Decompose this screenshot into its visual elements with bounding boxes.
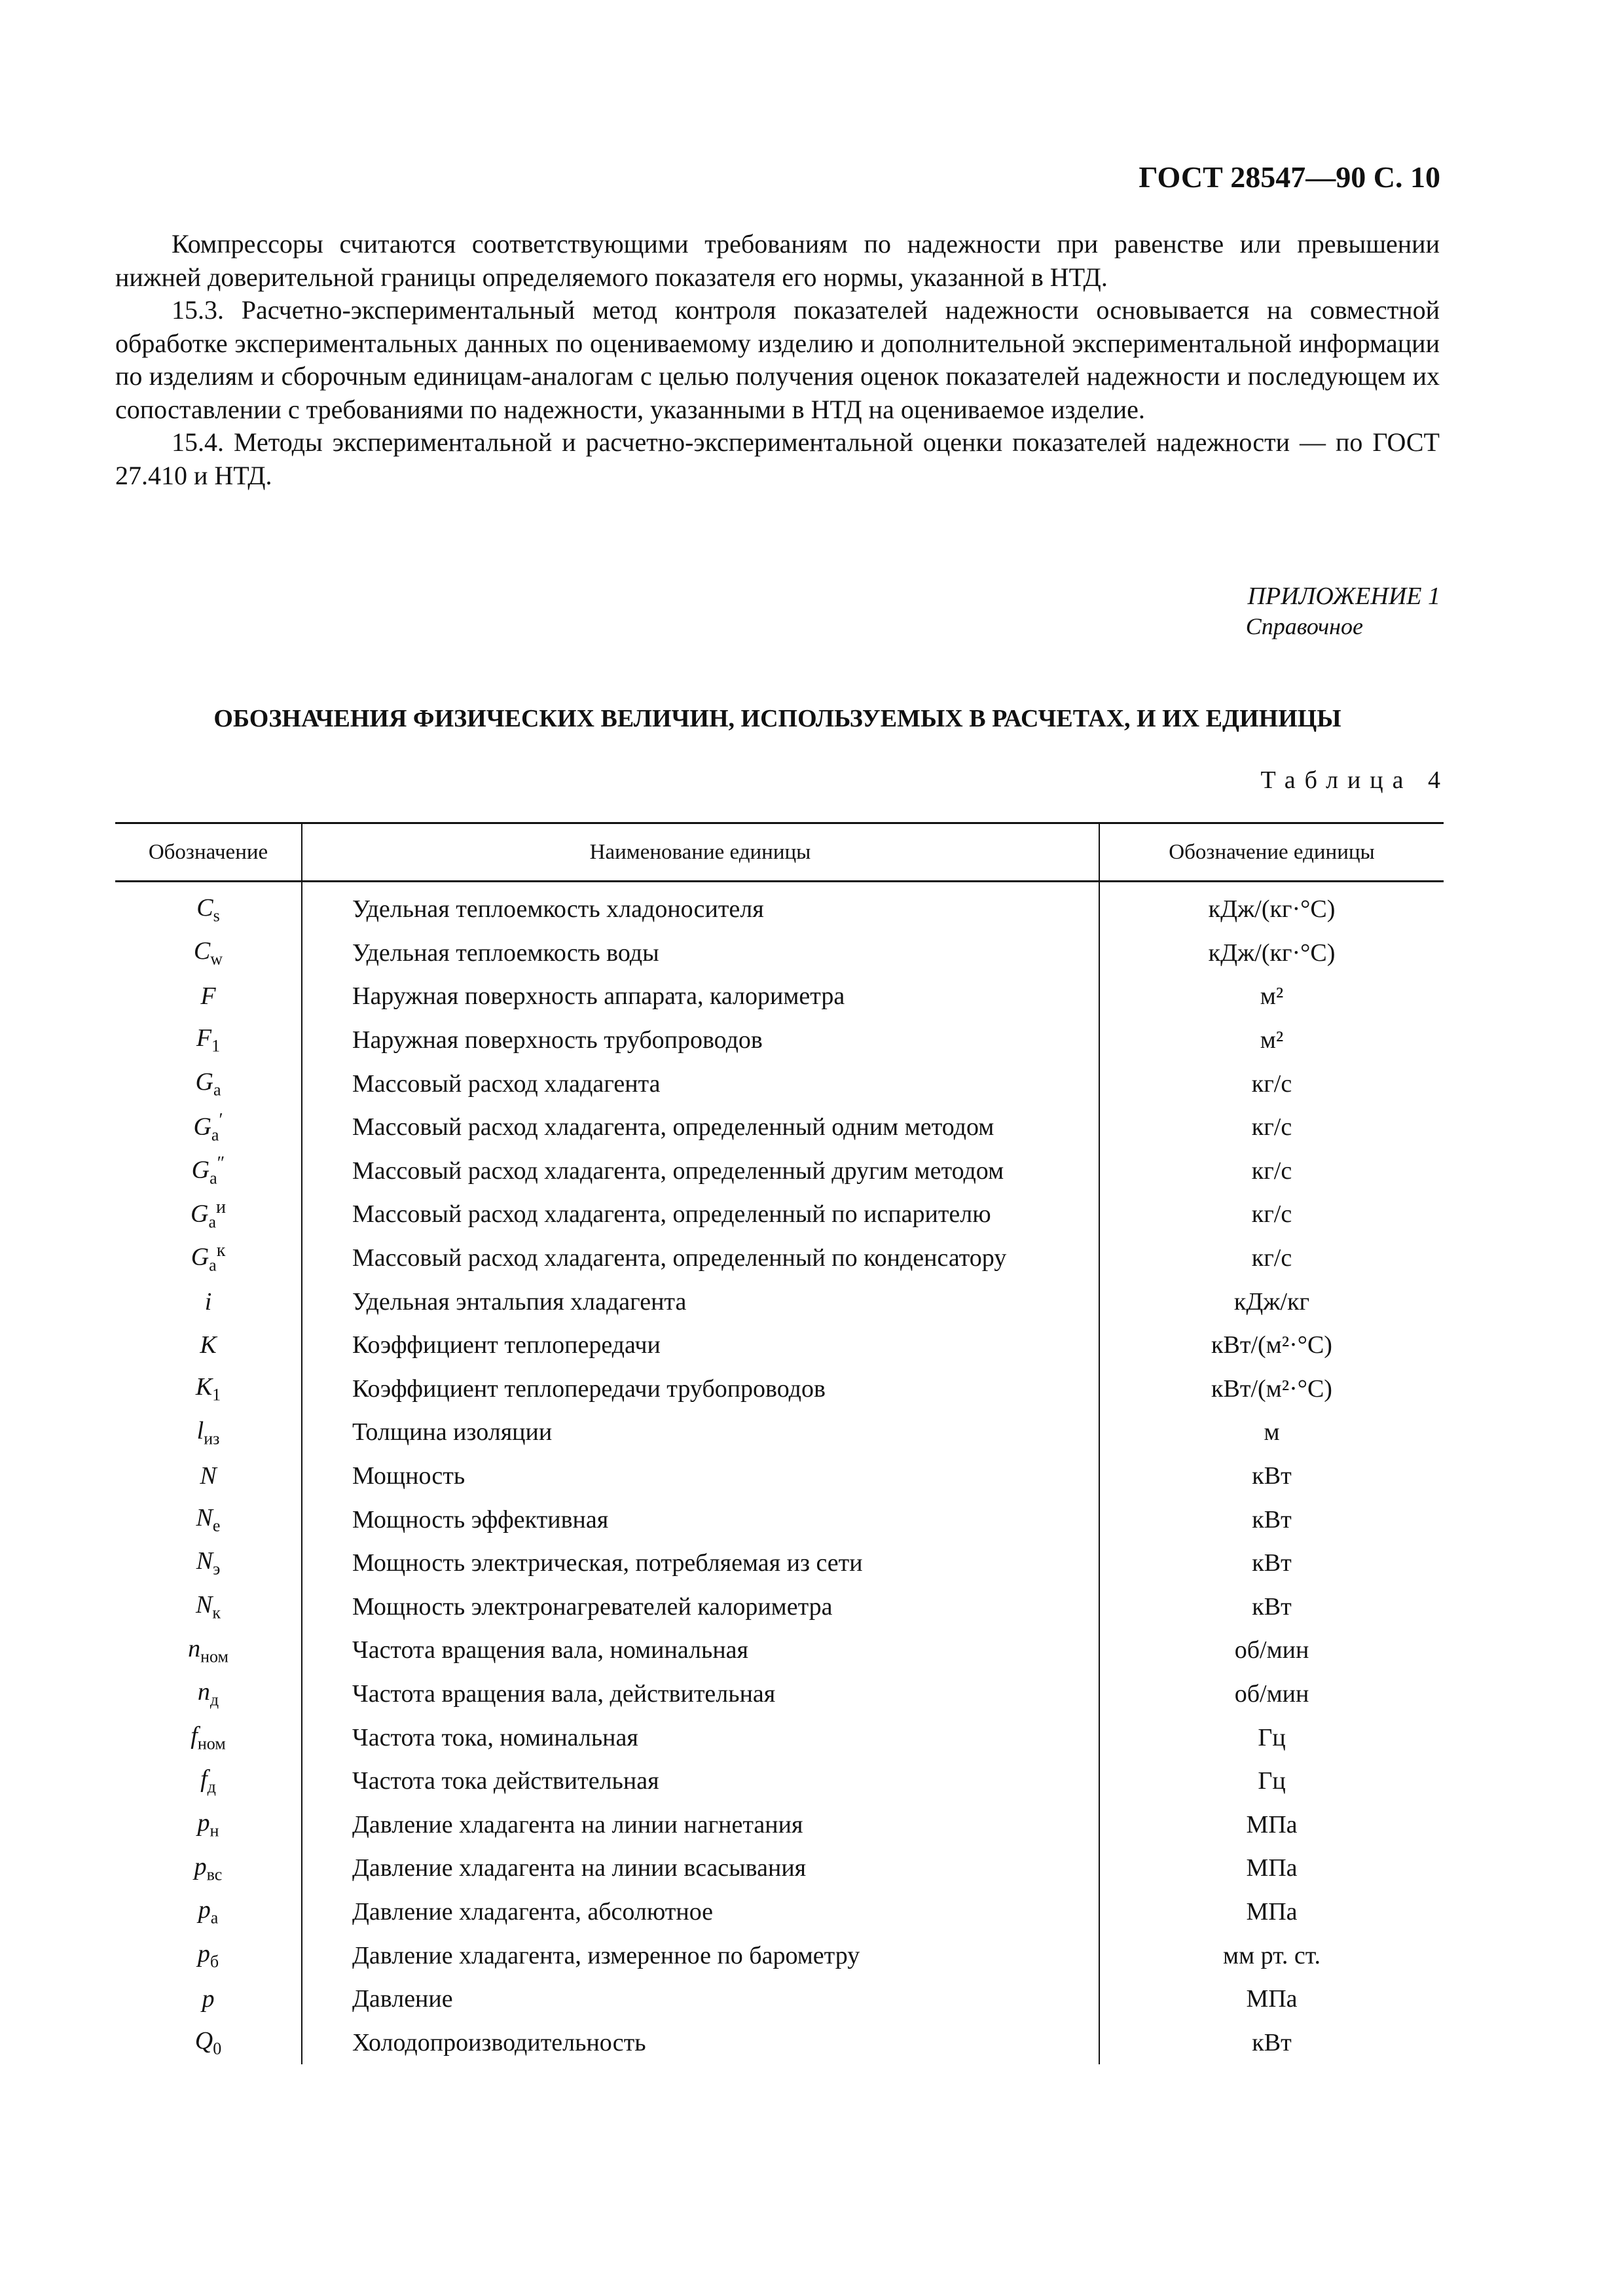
symbol-subscript: a	[209, 1255, 217, 1275]
symbol-subscript: из	[204, 1429, 220, 1448]
table-row	[115, 1803, 1444, 1846]
table-row	[115, 1977, 1444, 2021]
table-label-number: 4	[1428, 766, 1440, 794]
symbol-letter: Q	[194, 2026, 213, 2054]
table-row	[115, 1672, 1444, 1716]
table-row	[115, 1498, 1444, 1541]
header-symbol: Обозначение	[115, 823, 302, 882]
unit-cell: кВт	[1252, 1462, 1292, 1490]
name-cell: Мощность	[302, 1454, 1099, 1498]
name-cell: Массовый расход хладагента, определенный одним методом	[302, 1105, 1099, 1149]
name-cell: Удельная теплоемкость воды	[302, 931, 1099, 975]
symbol-cell	[115, 1280, 302, 1323]
symbol-subscript: б	[210, 1952, 219, 1971]
unit-cell: МПа	[1246, 1810, 1298, 1839]
name-cell: Массовый расход хладагента	[302, 1062, 1099, 1105]
symbol-letter: N	[196, 1503, 213, 1532]
symbol-subscript: 0	[213, 2039, 222, 2058]
table-row	[115, 1236, 1444, 1280]
symbol-letter: n	[197, 1678, 210, 1706]
symbol-cell	[115, 1454, 302, 1498]
name-cell: Частота тока, номинальная	[302, 1715, 1099, 1759]
symbol-cell	[115, 1367, 302, 1411]
unit-cell: мм рт. ст.	[1223, 1941, 1321, 1969]
paragraph: Компрессоры считаются соответствующими требованиям по надежности при равенстве или превышении нижней доверительной границы определяемого показателя его нормы, указанной в НТД.	[115, 229, 1440, 292]
symbol-subscript: ном	[200, 1647, 228, 1666]
symbol-letter: n	[188, 1634, 201, 1662]
symbol-cell	[115, 931, 302, 975]
symbol-subscript: w	[210, 949, 223, 969]
symbol-subscript: э	[213, 1560, 221, 1579]
symbol-letter: C	[193, 937, 211, 965]
symbol-cell	[115, 1105, 302, 1149]
unit-cell: кг/с	[1251, 1200, 1292, 1229]
header-name: Наименование единицы	[302, 823, 1099, 882]
unit-cell: кг/с	[1251, 1244, 1292, 1272]
symbol-subscript: н	[210, 1821, 219, 1840]
table-row	[115, 1149, 1444, 1193]
symbol-superscript: ″	[217, 1153, 225, 1174]
name-cell: Удельная теплоемкость хладоносителя	[302, 882, 1099, 931]
symbol-letter: N	[196, 1547, 213, 1575]
symbol-subscript: s	[213, 906, 220, 925]
table-row	[115, 1323, 1444, 1367]
table-row	[115, 1367, 1444, 1411]
symbol-letter: p	[197, 1808, 210, 1837]
name-cell: Массовый расход хладагента, определенный по испарителю	[302, 1193, 1099, 1236]
unit-cell: кг/с	[1251, 1157, 1292, 1185]
symbol-letter: K	[195, 1373, 213, 1401]
symbol-cell	[115, 1759, 302, 1803]
symbol-letter: l	[196, 1416, 204, 1444]
table-row	[115, 2020, 1444, 2064]
symbols-table	[115, 822, 1444, 2064]
table-row	[115, 1933, 1444, 1977]
unit-cell: кВт/(м²·°С)	[1211, 1374, 1332, 1403]
paragraph: 15.3. Расчетно-экспериментальный метод контроля показателей надежности основывается на совместной обработке экспериментальных данных по оцениваемому изделию и дополнительной экспериментальной информации по изделиям и сборочным единицам-аналогам с целью получения оценок показателей надежности и последующем их сопоставлении с требованиями по надежности, указанными в НТД на оцениваемое изделие.	[115, 295, 1440, 424]
symbol-subscript: вс	[206, 1865, 223, 1884]
name-cell: Мощность эффективная	[302, 1498, 1099, 1541]
unit-cell: об/мин	[1234, 1636, 1309, 1664]
name-cell: Массовый расход хладагента, определенный другим методом	[302, 1149, 1099, 1193]
symbol-cell	[115, 1672, 302, 1716]
symbol-subscript: a	[213, 1080, 221, 1100]
unit-cell: м²	[1260, 1026, 1284, 1054]
symbol-letter: N	[200, 1462, 217, 1490]
name-cell: Мощность электронагревателей калориметра	[302, 1585, 1099, 1629]
symbol-cell	[115, 1236, 302, 1280]
symbol-cell	[115, 1715, 302, 1759]
symbol-cell	[115, 1018, 302, 1062]
symbol-subscript: к	[212, 1603, 221, 1623]
table-body	[115, 882, 1444, 2065]
table-row	[115, 1585, 1444, 1629]
name-cell: Наружная поверхность трубопроводов	[302, 1018, 1099, 1062]
unit-cell: кВт	[1252, 1592, 1292, 1621]
symbol-letter: p	[197, 1939, 210, 1967]
symbol-letter: f	[200, 1765, 208, 1793]
symbol-cell	[115, 2020, 302, 2064]
table-row	[115, 1759, 1444, 1803]
unit-cell: МПа	[1246, 1854, 1298, 1882]
table-row	[115, 1846, 1444, 1890]
table-label	[1113, 766, 1440, 795]
symbol-subscript: a	[210, 1168, 217, 1188]
table-row	[115, 1062, 1444, 1105]
table-row	[115, 1628, 1444, 1672]
symbol-cell	[115, 1410, 302, 1454]
symbol-subscript: ном	[197, 1734, 226, 1753]
symbol-cell	[115, 1062, 302, 1105]
symbol-letter: f	[191, 1721, 198, 1749]
header-unit: Обозначение единицы	[1099, 823, 1444, 882]
section-title: ОБОЗНАЧЕНИЯ ФИЗИЧЕСКИХ ВЕЛИЧИН, ИСПОЛЬЗУЕМЫХ В РАСЧЕТАХ, И ИХ ЕДИНИЦЫ	[213, 705, 1341, 732]
name-cell: Наружная поверхность аппарата, калориметра	[302, 975, 1099, 1018]
table-header-row	[115, 823, 1444, 882]
name-cell: Давление хладагента на линии нагнетания	[302, 1803, 1099, 1846]
symbol-letter: C	[196, 893, 213, 922]
table-row	[115, 1715, 1444, 1759]
symbol-subscript: a	[208, 1212, 216, 1232]
unit-cell: м²	[1260, 982, 1284, 1011]
symbol-letter: G	[191, 1200, 209, 1228]
symbol-letter: N	[196, 1591, 213, 1619]
appendix-note: Справочное	[1245, 613, 1363, 639]
symbol-letter: p	[194, 1852, 207, 1880]
unit-cell: Гц	[1258, 1723, 1286, 1751]
name-cell: Давление	[302, 1977, 1099, 2021]
unit-cell: кДж/(кг·°С)	[1208, 939, 1336, 967]
name-cell: Удельная энтальпия хладагента	[302, 1280, 1099, 1323]
unit-cell: кДж/кг	[1233, 1287, 1310, 1316]
symbol-subscript: 1	[212, 1385, 221, 1405]
symbol-cell	[115, 1149, 302, 1193]
symbol-cell	[115, 1541, 302, 1585]
symbol-subscript: д	[210, 1690, 219, 1710]
symbol-cell	[115, 882, 302, 931]
table-row	[115, 975, 1444, 1018]
symbol-cell	[115, 1977, 302, 2021]
table-row	[115, 882, 1444, 931]
symbol-cell	[115, 1846, 302, 1890]
unit-cell: м	[1264, 1418, 1280, 1446]
unit-cell: кВт	[1252, 1505, 1292, 1534]
name-cell: Давление хладагента, измеренное по барометру	[302, 1933, 1099, 1977]
symbol-letter: G	[191, 1244, 210, 1272]
symbol-letter: F	[196, 1024, 212, 1052]
name-cell: Частота тока действительная	[302, 1759, 1099, 1803]
name-cell: Массовый расход хладагента, определенный по конденсатору	[302, 1236, 1099, 1280]
symbol-cell	[115, 1933, 302, 1977]
body-text	[115, 228, 1440, 492]
symbol-superscript: ′	[219, 1109, 223, 1130]
table-row	[115, 1280, 1444, 1323]
unit-cell: МПа	[1246, 1985, 1298, 2013]
symbol-superscript: к	[216, 1240, 226, 1261]
appendix-title: ПРИЛОЖЕНИЕ 1	[1247, 583, 1440, 610]
symbol-cell	[115, 1323, 302, 1367]
symbol-letter: F	[200, 982, 216, 1011]
table-row	[115, 931, 1444, 975]
symbol-cell	[115, 975, 302, 1018]
symbol-cell	[115, 1498, 302, 1541]
symbol-letter: p	[202, 1985, 215, 2013]
symbol-cell	[115, 1585, 302, 1629]
symbol-letter: p	[198, 1896, 211, 1924]
table-row	[115, 1890, 1444, 1934]
unit-cell: кВт	[1252, 1549, 1292, 1577]
appendix-label	[1113, 581, 1440, 641]
table-container	[115, 822, 1444, 2064]
symbol-cell	[115, 1803, 302, 1846]
name-cell: Частота вращения вала, номинальная	[302, 1628, 1099, 1672]
paragraph: 15.4. Методы экспериментальной и расчетно-экспериментальной оценки показателей надежности — по ГОСТ 27.410 и НТД.	[115, 427, 1440, 490]
symbol-letter: i	[204, 1287, 212, 1316]
name-cell: Толщина изоляции	[302, 1410, 1099, 1454]
symbol-superscript: и	[216, 1196, 226, 1217]
unit-cell: об/мин	[1234, 1679, 1309, 1708]
unit-cell: Гц	[1258, 1767, 1286, 1795]
table-row	[115, 1454, 1444, 1498]
symbol-letter: G	[195, 1067, 213, 1096]
symbol-subscript: 1	[211, 1036, 221, 1056]
symbol-subscript: a	[211, 1124, 219, 1144]
name-cell: Давление хладагента, абсолютное	[302, 1890, 1099, 1934]
symbol-letter: G	[193, 1113, 211, 1141]
name-cell: Давление хладагента на линии всасывания	[302, 1846, 1099, 1890]
table-row	[115, 1193, 1444, 1236]
symbol-letter: G	[191, 1156, 210, 1184]
symbol-subscript: д	[207, 1777, 216, 1797]
name-cell: Холодопроизводительность	[302, 2020, 1099, 2064]
unit-cell: кВт/(м²·°С)	[1211, 1331, 1332, 1359]
table-row	[115, 1105, 1444, 1149]
unit-cell: кг/с	[1251, 1113, 1292, 1141]
symbol-letter: K	[200, 1331, 217, 1359]
name-cell: Частота вращения вала, действительная	[302, 1672, 1099, 1716]
table-row	[115, 1541, 1444, 1585]
symbol-cell	[115, 1193, 302, 1236]
unit-cell: МПа	[1246, 1897, 1298, 1926]
name-cell: Коэффициент теплопередачи трубопроводов	[302, 1367, 1099, 1411]
unit-cell: кг/с	[1251, 1069, 1292, 1098]
symbol-subscript: a	[210, 1908, 219, 1928]
name-cell: Коэффициент теплопередачи	[302, 1323, 1099, 1367]
table-row	[115, 1018, 1444, 1062]
symbol-cell	[115, 1890, 302, 1934]
table-label-word: Таблица	[1260, 766, 1413, 794]
name-cell: Мощность электрическая, потребляемая из сети	[302, 1541, 1099, 1585]
table-row	[115, 1410, 1444, 1454]
page-header: ГОСТ 28547—90 С. 10	[1139, 160, 1440, 194]
unit-cell: кВт	[1252, 2028, 1292, 2056]
unit-cell: кДж/(кг·°С)	[1208, 895, 1336, 924]
symbol-cell	[115, 1628, 302, 1672]
symbol-subscript: e	[212, 1516, 221, 1535]
